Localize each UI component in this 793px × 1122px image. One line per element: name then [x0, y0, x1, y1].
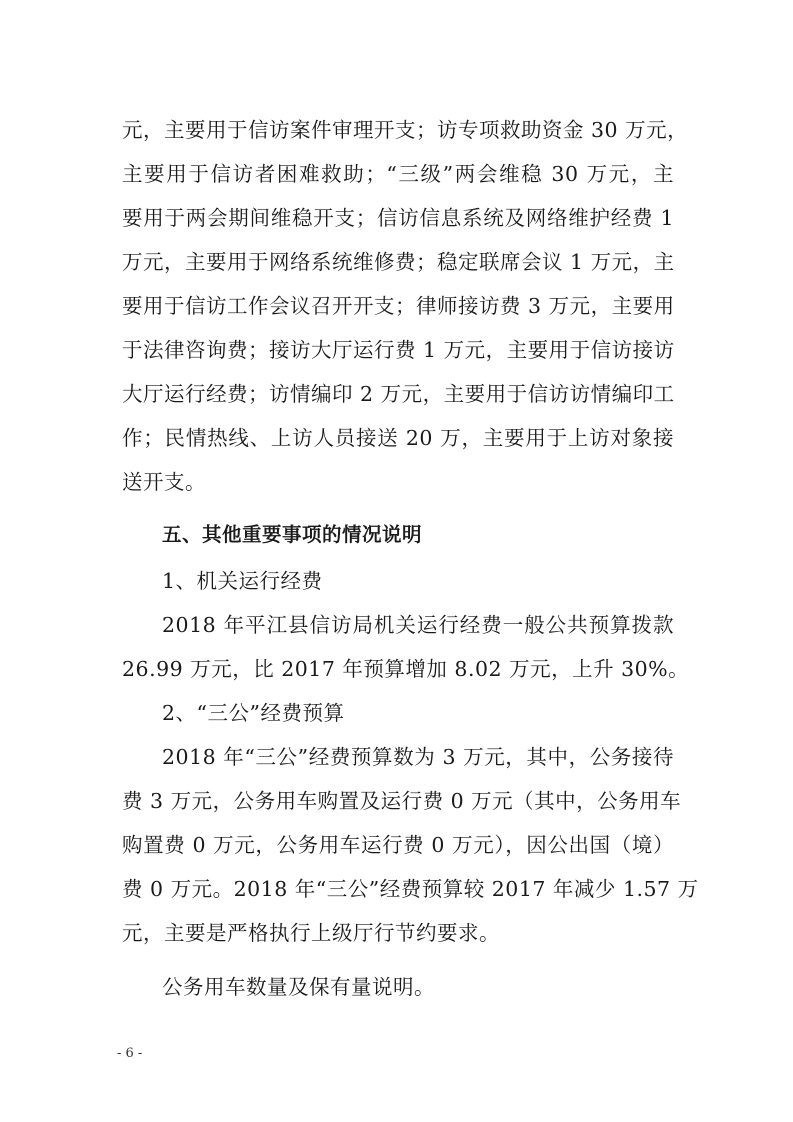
body-text-line: 公务用车数量及保有量说明。 — [162, 975, 435, 999]
body-text-line: 2018 年平江县信访局机关运行经费一般公共预算拨款 — [162, 613, 674, 637]
body-text-line: 元，主要是严格执行上级厅行节约要求。 — [122, 921, 500, 945]
body-text-line: 2018 年“三公”经费预算数为 3 万元，其中，公务接待 — [162, 745, 674, 769]
body-text-line: 元，主要用于信访案件审理开支；访专项救助资金 30 万元， — [122, 118, 689, 142]
body-text-line: 购置费 0 万元，公务用车运行费 0 万元），因公出国（境） — [122, 833, 674, 857]
body-text-line: 送开支。 — [122, 470, 206, 494]
body-text-line: 26.99 万元，比 2017 年预算增加 8.02 万元，上升 30%。 — [122, 657, 690, 681]
body-text-line: 大厅运行经费；访情编印 2 万元，主要用于信访访情编印工 — [122, 382, 675, 406]
subsection-heading: 1、机关运行经费 — [162, 569, 323, 593]
body-text-line: 要用于两会期间维稳开支；信访信息系统及网络维护经费 1 — [122, 206, 674, 230]
body-text-line: 作；民情热线、上访人员接送 20 万，主要用于上访对象接 — [122, 426, 674, 450]
body-text-line: 万元，主要用于网络系统维修费；稳定联席会议 1 万元，主 — [122, 250, 675, 274]
page-number: - 6 - — [117, 1046, 143, 1061]
body-text-line: 费 0 万元。2018 年“三公”经费预算较 2017 年减少 1.57 万 — [122, 877, 699, 901]
body-text-line: 于法律咨询费；接访大厅运行费 1 万元，主要用于信访接访 — [122, 338, 675, 362]
section-heading: 五、其他重要事项的情况说明 — [162, 523, 423, 546]
body-text-line: 要用于信访工作会议召开开支；律师接访费 3 万元，主要用 — [122, 294, 675, 318]
body-text-line: 费 3 万元，公务用车购置及运行费 0 万元（其中，公务用车 — [122, 789, 682, 813]
subsection-heading: 2、“三公”经费预算 — [162, 701, 345, 725]
body-text-line: 主要用于信访者困难救助；“三级”两会维稳 30 万元，主 — [122, 162, 674, 186]
